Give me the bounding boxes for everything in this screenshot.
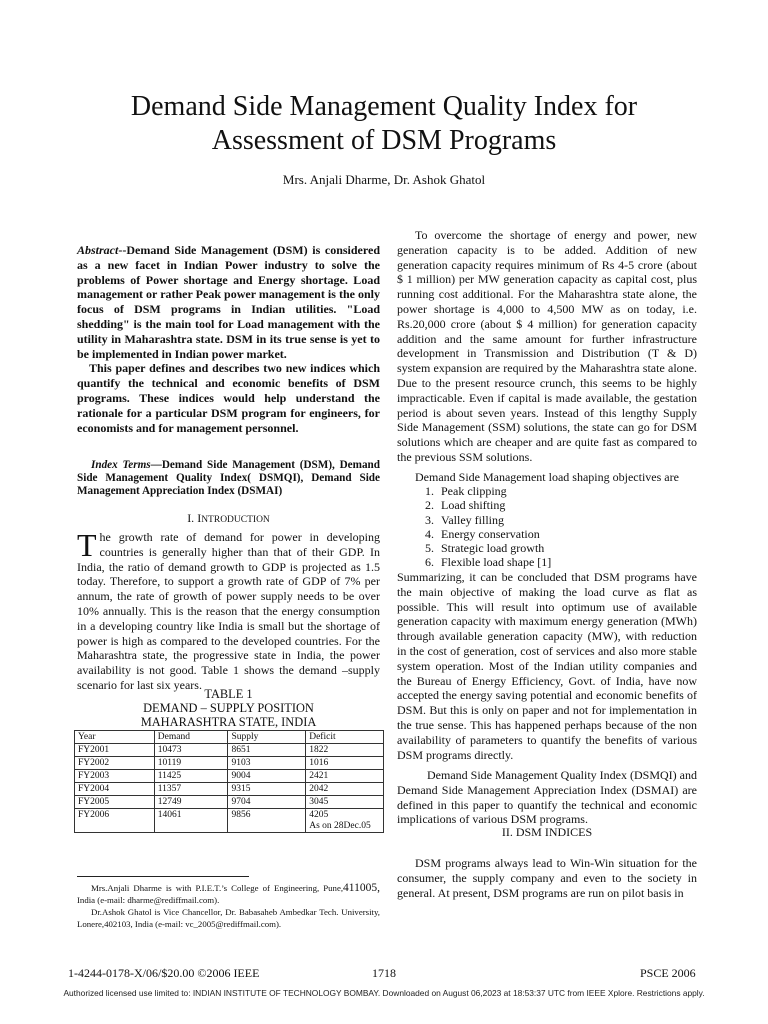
list-item: 3. Valley filling xyxy=(437,513,697,527)
footnote-2-text: Dr.Ashok Ghatol is Vice Chancellor, Dr. Babasaheb Ambedkar Tech. University, Lonere,402103, India (e-mail: vc_2005@rediffmail.com). xyxy=(77,907,380,929)
table-cell: 3045 xyxy=(306,796,384,809)
table-cell: 1016 xyxy=(306,757,384,770)
right-paragraph-4: DSM programs always lead to Win-Win situation for the consumer, the supply company and even to the society in general. At present, DSM programs are run on pilot basis in xyxy=(397,856,697,900)
conference-name: PSCE 2006 xyxy=(640,966,696,980)
footnote-1-pin: 411005, xyxy=(343,882,380,894)
table-cell: FY2006 xyxy=(75,809,155,833)
list-item: 4. Energy conservation xyxy=(437,527,697,541)
table-cell: 8651 xyxy=(228,744,306,757)
table-header-row xyxy=(75,731,384,744)
footnote-divider xyxy=(77,876,249,877)
demand-supply-table xyxy=(74,730,384,833)
table-cell: 2421 xyxy=(306,770,384,783)
index-terms xyxy=(77,459,380,499)
table-cell: 14061 xyxy=(154,809,228,833)
table-caption-number: TABLE 1 xyxy=(204,687,253,701)
abstract-text-2: This paper defines and describes two new indices which quantify the technical and economic benefits of DSM programs. These indices would help understand the rationale for a particular DSM program for engineers, for economists and for management personnel. xyxy=(77,361,380,435)
table-cell: FY2003 xyxy=(75,770,155,783)
table-row xyxy=(75,757,384,770)
objectives-list xyxy=(397,484,697,569)
table-row xyxy=(75,809,384,833)
table-cell: FY2005 xyxy=(75,796,155,809)
paper-title xyxy=(0,90,768,158)
table-cell: FY2002 xyxy=(75,757,155,770)
table-header-cell: Year xyxy=(75,731,155,744)
table-cell: 9856 xyxy=(228,809,306,833)
author-footnote xyxy=(77,882,380,930)
introduction-text: he growth rate of demand for power in developing countries is generally higher than that of their GDP. In India, the ratio of demand growth to GDP is projected as 1.5 today. Therefore, to support a growth rate of GDP of 7% per annum, the rate of growth of power supply needs to be over 10% annually. This is the reason that the energy consumption in a developing country like India is small but the shortage of power is high as compared to the developed countries. For the Maharashtra state, the progressive state in India, the power availability is not good. Table 1 shows the demand –supply scenario for last six years. xyxy=(77,530,380,692)
table-row xyxy=(75,770,384,783)
table-cell: 10119 xyxy=(154,757,228,770)
right-paragraph-3: Demand Side Management Quality Index (DSMQI) and Demand Side Management Appreciation Index (DSMAI) are defined in this paper to quantify the technical and economic implications of various DSM programs. xyxy=(397,768,697,827)
abstract-label: Abstract xyxy=(77,243,119,257)
load-shaping-objectives xyxy=(397,470,697,569)
table-caption-title: DEMAND – SUPPLY POSITION xyxy=(143,701,314,715)
section-heading-dsm-indices: II. DSM INDICES xyxy=(501,825,593,839)
abstract-text: --Demand Side Management (DSM) is considered as a new facet in Indian Power industry to solve the problems of Power shortage and Energy shortage. Load management or rather Peak power management is the only focus of DSM programs in Indian utilities. "Load shedding" is the main tool for Load management with the utility in Maharashtra state. DSM in its true sense is yet to be implemented in Indian power market. xyxy=(77,243,380,361)
table-cell: 9004 xyxy=(228,770,306,783)
table-header-cell: Deficit xyxy=(306,731,384,744)
list-item: 1. Peak clipping xyxy=(437,484,697,498)
drop-cap: T xyxy=(77,527,97,563)
table-cell: FY2004 xyxy=(75,783,155,796)
authors: Mrs. Anjali Dharme, Dr. Ashok Ghatol xyxy=(282,172,486,187)
table-header-cell: Supply xyxy=(228,731,306,744)
table-row xyxy=(75,783,384,796)
table-note: As on 28Dec.05 xyxy=(309,821,371,831)
table-cell: 2042 xyxy=(306,783,384,796)
right-paragraph-1: To overcome the shortage of energy and power, new generation capacity is to be added. Addition of new generation capacity requires minimum of Rs 4-5 crore (about $ 1 million) per MW generation capacity as capital cost, plus running cost additional. For the Maharashtra state alone, the power shortage is 4,000 to 4,500 MW as on today, i.e. Rs.20,000 crore (about $ 4 million) for generation capacity addition and the same amount for further infrastructure development in Transmission and Distribution (T & D) system expansion are required by the Maharashtra state alone. Due to the present resource crunch, this seems to be highly impracticable. Even if capital is made available, the gestation period is about seven years. Instead of this lengthy Supply Side Management (SSM) solutions, the state can go for DSM solutions which are cheaper and are quite fast as compared to the previous SSM solutions. xyxy=(397,228,697,464)
table-cell: 9704 xyxy=(228,796,306,809)
deficit-value: 4205 xyxy=(309,810,329,820)
table-cell: 9103 xyxy=(228,757,306,770)
table-cell: 12749 xyxy=(154,796,228,809)
introduction-paragraph xyxy=(77,527,380,693)
copyright-line: 1-4244-0178-X/06/$20.00 ©2006 IEEE xyxy=(68,966,260,980)
footnote-1-text: Mrs.Anjali Dharme is with P.I.E.T.’s College of Engineering, Pune, xyxy=(91,883,344,893)
table-cell: 1822 xyxy=(306,744,384,757)
table-row xyxy=(75,796,384,809)
table-caption-subtitle: MAHARASHTRA STATE, INDIA xyxy=(140,715,317,729)
license-notice: Authorized licensed use limited to: INDIAN INSTITUTE OF TECHNOLOGY BOMBAY. Downloaded on August 06,2023 at 18:53:37 UTC from IEEE Xplore. Restrictions apply. xyxy=(63,988,705,998)
title-line-2: Assessment of DSM Programs xyxy=(211,125,557,156)
table-cell: FY2001 xyxy=(75,744,155,757)
right-paragraph-2: Summarizing, it can be concluded that DSM programs have the main objective of making the load curve as flat as possible. This will result into optimum use of available generation capacity with maximum energy generation (MWh) through available generation capacity (MW), with reduction in the cost of generation, cost of services and also more stable system operation. Most of the Indian utility companies and the Bureau of Energy Efficiency, Govt. of India, have now accepted the energy saving potential and economic benefits of DSM. But this is only on paper and not for implementation in the true sense. This has happened perhaps because of the non availability of parameters to quantify the benefits of various DSM programs directly. xyxy=(397,570,697,762)
index-terms-label: Index Terms xyxy=(91,459,151,471)
index-terms-text: —Demand Side Management (DSM), Demand Side Management Quality Index( DSMQI), Demand Side Management Appreciation Index (DSMAI) xyxy=(77,459,380,498)
table-cell: 11425 xyxy=(154,770,228,783)
list-item: 5. Strategic load growth xyxy=(437,541,697,555)
table-cell: 11357 xyxy=(154,783,228,796)
page-number: 1718 xyxy=(372,966,396,980)
section-heading-introduction: I. INTRODUCTION xyxy=(187,511,270,525)
table-cell: 9315 xyxy=(228,783,306,796)
table-header-cell: Demand xyxy=(154,731,228,744)
abstract xyxy=(77,243,380,435)
list-item: 6. Flexible load shape [1] xyxy=(437,555,697,569)
objectives-lead: Demand Side Management load shaping objectives are xyxy=(415,470,679,484)
table-row xyxy=(75,744,384,757)
footnote-1-email: India (e-mail: dharme@rediffmail.com). xyxy=(77,895,220,905)
title-line-1: Demand Side Management Quality Index for xyxy=(130,91,638,122)
list-item: 2. Load shifting xyxy=(437,498,697,512)
table-cell: 10473 xyxy=(154,744,228,757)
table-cell xyxy=(306,809,384,833)
